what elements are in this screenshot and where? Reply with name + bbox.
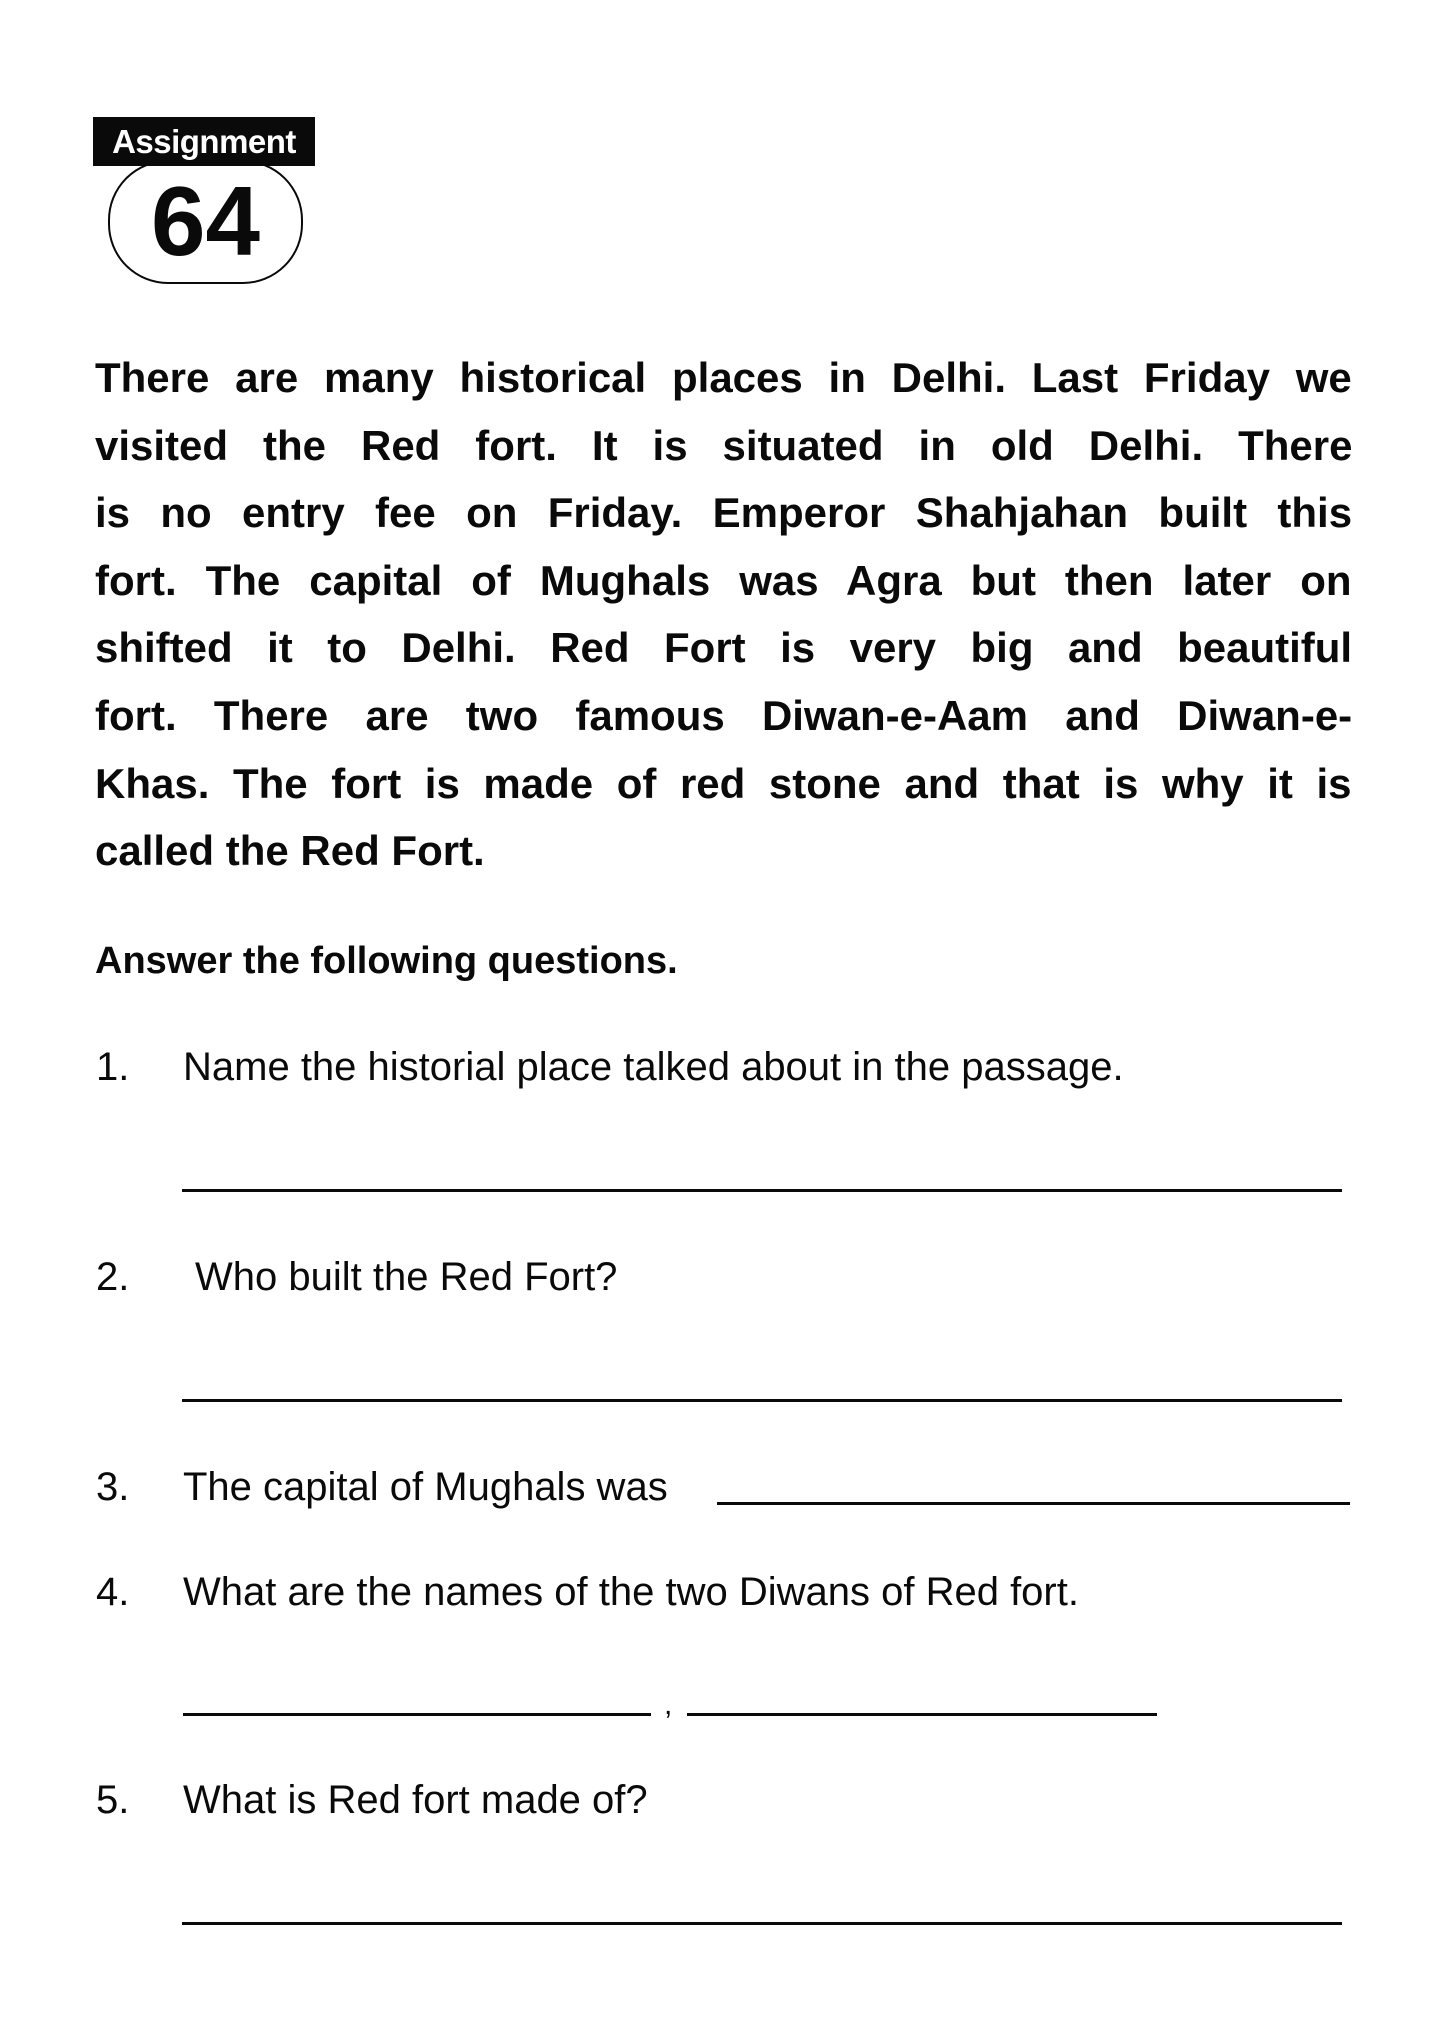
question-4-text: What are the names of the two Diwans of Red fort. — [183, 1570, 1079, 1614]
question-1-text: Name the historial place talked about in the passage. — [183, 1045, 1124, 1089]
question-4-separator: , — [664, 1688, 673, 1721]
passage-line: Khas. The fort is made of red stone and that is why it is — [95, 759, 1352, 807]
question-5-text: What is Red fort made of? — [183, 1778, 648, 1822]
passage-line: fort. There are two famous Diwan-e-Aam and Diwan-e- — [95, 691, 1353, 739]
assignment-label: Assignment — [93, 117, 315, 166]
passage-line: There are many historical places in Delhi. Last Friday we — [95, 354, 1352, 401]
passage-line: called the Red Fort. — [95, 827, 485, 875]
question-2-number: 2. — [96, 1255, 130, 1299]
reading-passage — [95, 344, 1352, 885]
question-5-number: 5. — [96, 1778, 130, 1822]
question-4-answer-line-2[interactable] — [687, 1713, 1157, 1716]
question-5-answer-line[interactable] — [182, 1922, 1342, 1925]
question-3-text: The capital of Mughals was — [183, 1465, 668, 1509]
question-2-text: Who built the Red Fort? — [195, 1255, 618, 1299]
passage-line: visited the Red fort. It is situated in old Delhi. There — [95, 421, 1353, 469]
passage-line: fort. The capital of Mughals was Agra but then later on — [95, 556, 1352, 604]
question-1-answer-line[interactable] — [182, 1189, 1342, 1192]
passage-line: is no entry fee on Friday. Emperor Shahjahan built this — [95, 489, 1353, 537]
question-4-answer-line-1[interactable] — [183, 1713, 651, 1716]
assignment-number: 64 — [150, 166, 260, 276]
question-3-answer-blank[interactable] — [717, 1502, 1350, 1505]
passage-line: shifted it to Delhi. Red Fort is very big and beautiful — [95, 624, 1353, 672]
question-3-number: 3. — [96, 1465, 130, 1509]
instructions-heading: Answer the following questions. — [95, 940, 678, 982]
question-2-answer-line[interactable] — [182, 1399, 1342, 1402]
question-4-number: 4. — [96, 1570, 130, 1614]
question-1-number: 1. — [96, 1045, 130, 1089]
